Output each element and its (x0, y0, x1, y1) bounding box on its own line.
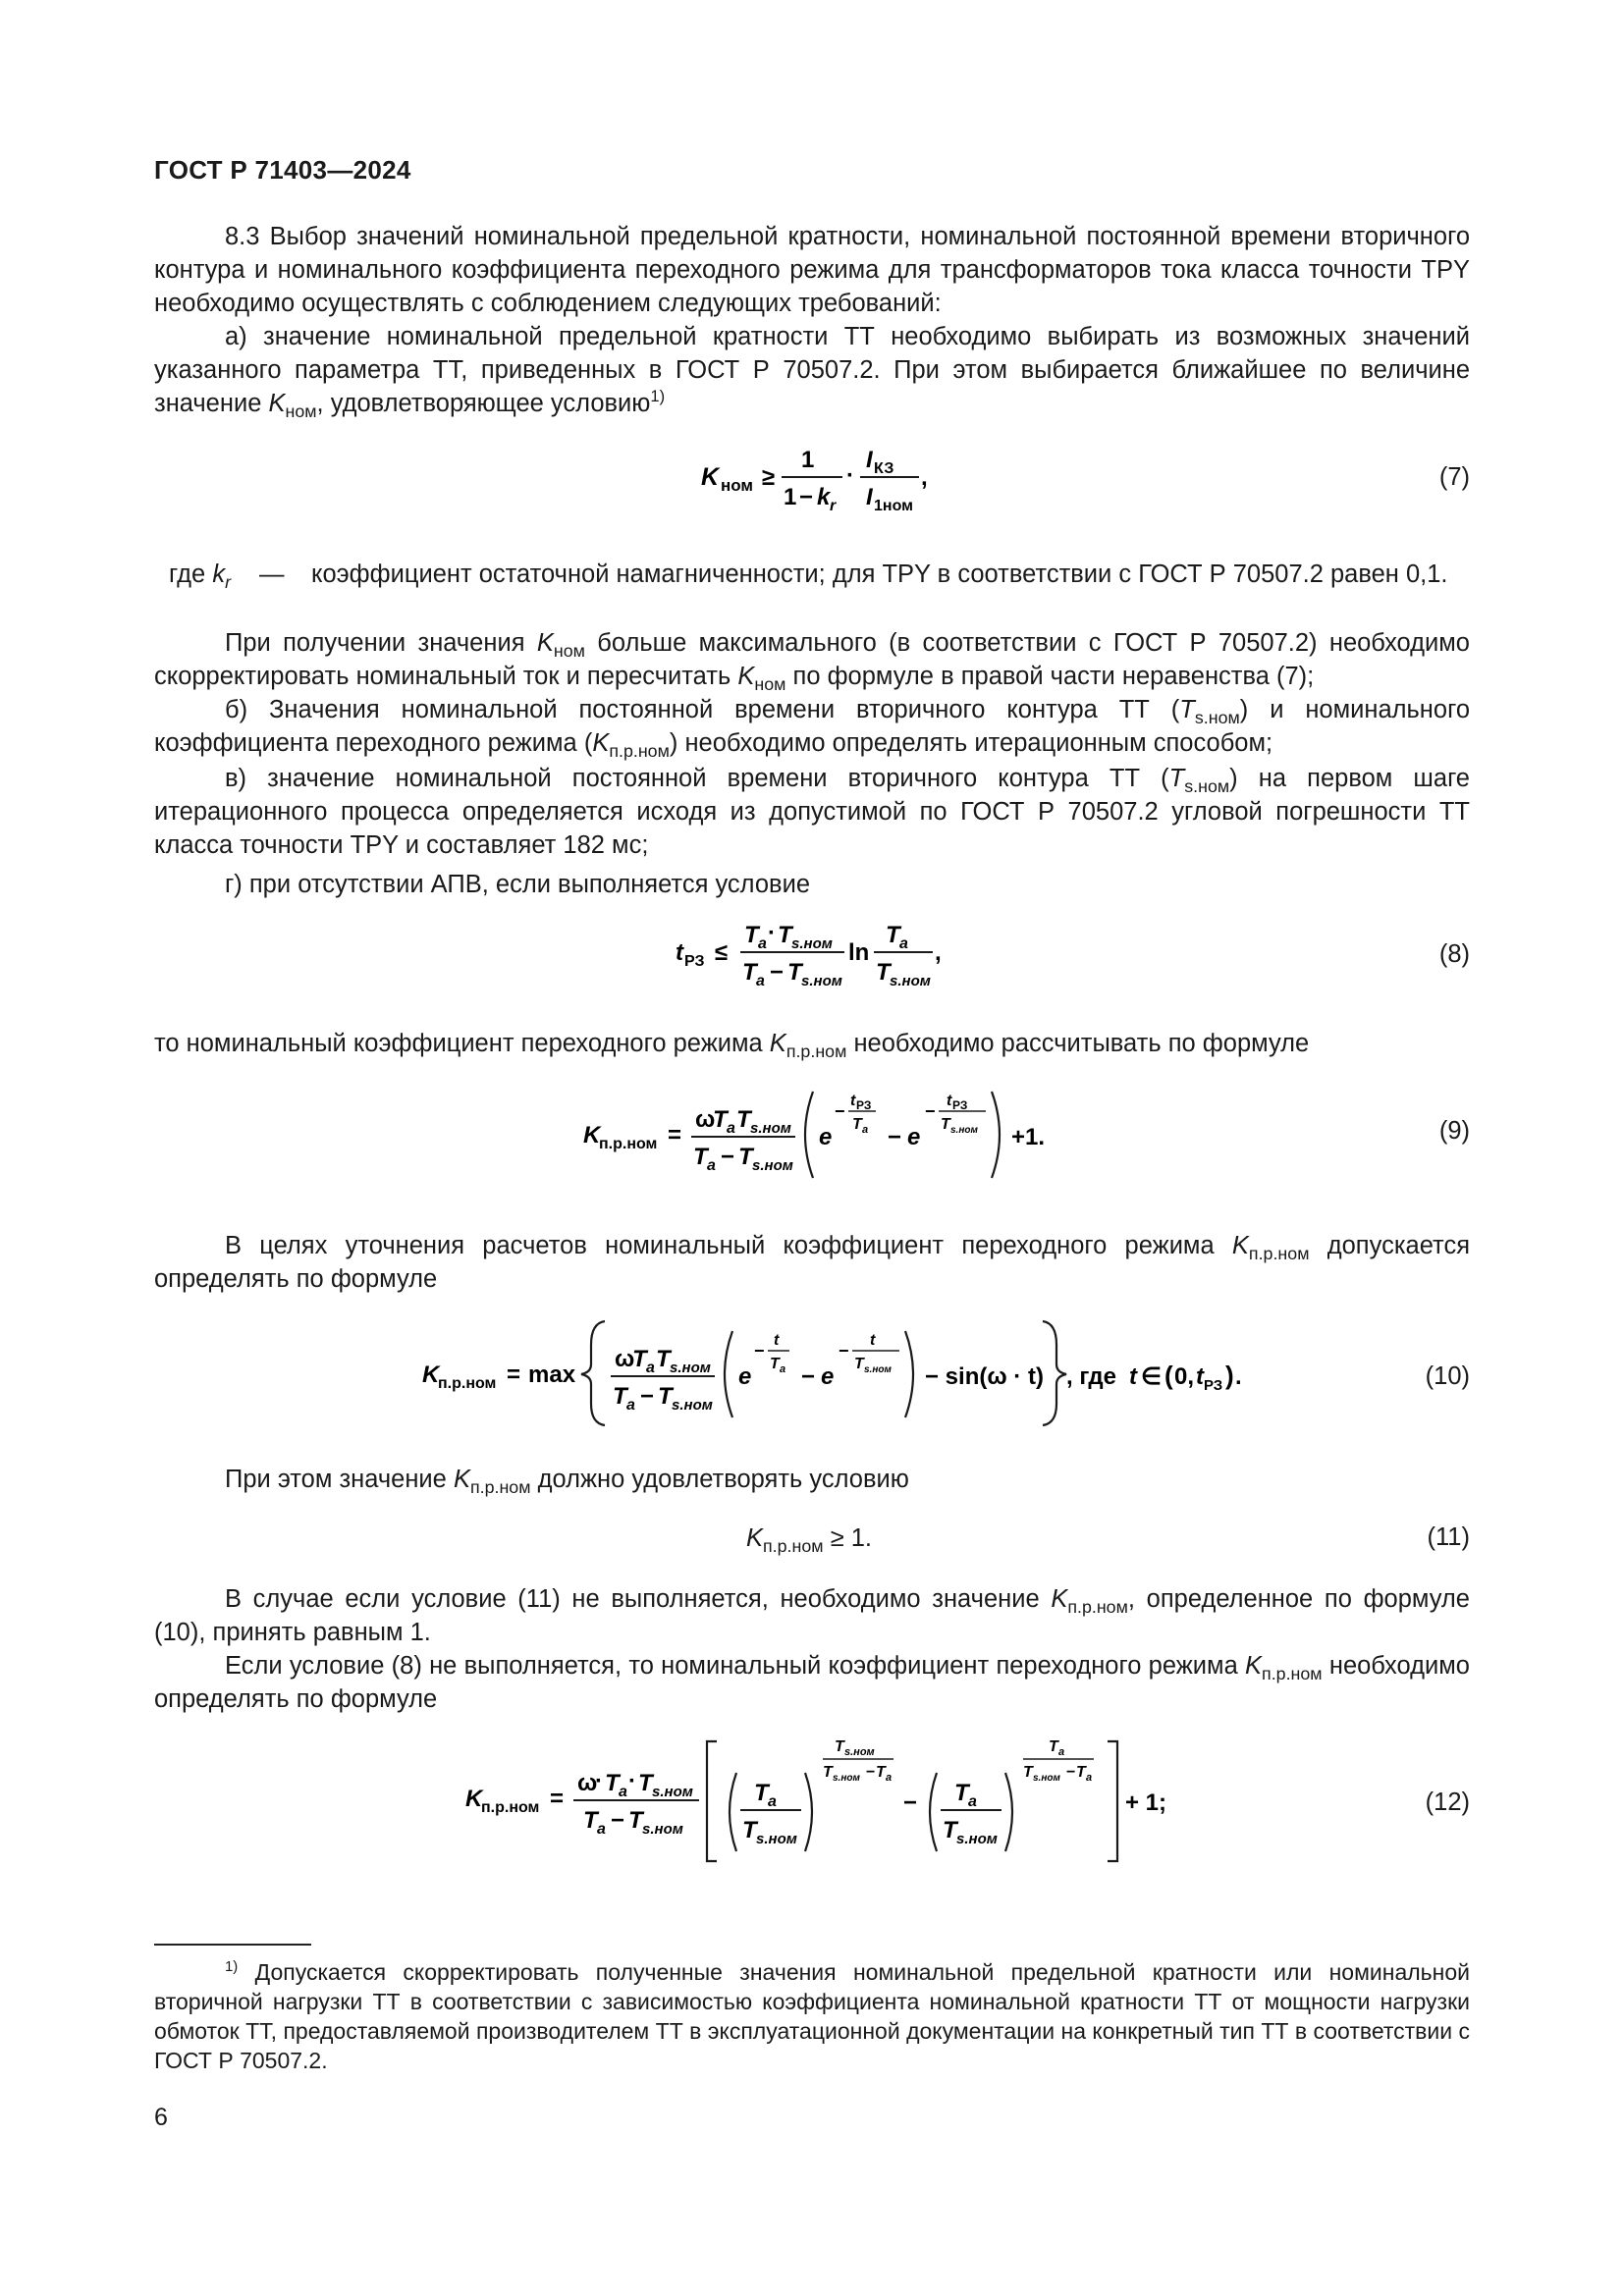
f9-e1: e (819, 1124, 833, 1150)
f12-p1-num-a: a (768, 1793, 777, 1810)
f9-exp2-Ts: T (941, 1116, 950, 1133)
f8-num-dot: · (768, 920, 776, 946)
eq-number-7: (7) (1438, 463, 1470, 491)
eq-number-8: (8) (1438, 940, 1470, 968)
formula-10 (418, 1313, 1243, 1431)
f9-omega: ω (695, 1106, 716, 1133)
f10-omega: ω (615, 1346, 635, 1372)
f12-exp2-den-minus: − (1066, 1764, 1076, 1781)
f10-zero: 0, (1174, 1363, 1195, 1390)
formula-12 (461, 1728, 1188, 1865)
f7-kz: КЗ (874, 460, 894, 477)
f7-den-r: r (830, 498, 837, 514)
f12-bracket-left (707, 1741, 717, 1861)
f7-I2: I (866, 484, 873, 510)
f8-comma: , (935, 939, 942, 966)
f9-K: K (583, 1122, 601, 1148)
f12-num-Ta: T (605, 1770, 620, 1796)
eq-number-10: (10) (1425, 1362, 1470, 1390)
f9-exp2-snom: s.ном (950, 1125, 978, 1136)
f10-den-minus: − (640, 1383, 655, 1410)
f8-den-snom: s.ном (801, 973, 842, 989)
formula-11: $K_{п.р.ном} \ge 1$. (746, 1524, 873, 1557)
paragraph-10-intro: В целях уточнения расчетов номинальный коэффициент переходного режима $K_{п.р.ном}$ допускается определять по формуле (154, 1232, 1471, 1293)
f12-exp2-den-T: T (1023, 1764, 1033, 1781)
f10-den-Ts: T (658, 1383, 673, 1410)
f10-minus: − (801, 1363, 816, 1390)
f10-exp2-t: t (870, 1332, 876, 1349)
f9-eq: = (668, 1122, 682, 1148)
f12-den-Ta: T (583, 1807, 598, 1834)
f12-exp2-num-a: a (1058, 1746, 1065, 1758)
where-term: где $k_r$ (169, 561, 232, 593)
f10-brace-right (1043, 1321, 1066, 1425)
f12-exp2-num-T: T (1049, 1738, 1058, 1755)
f10-exp1-a: a (780, 1363, 786, 1375)
f10-den-a: a (626, 1397, 635, 1414)
f12-paren1-right (805, 1773, 812, 1851)
f12-kp: п.р.ном (481, 1799, 540, 1816)
f9-den-minus: − (721, 1144, 735, 1170)
f9-exp2-rz: РЗ (952, 1098, 968, 1112)
f9-e2: e (907, 1124, 921, 1150)
f12-den-Ts: T (628, 1807, 643, 1834)
formula-7 (697, 440, 952, 518)
eq-number-12: (12) (1425, 1789, 1470, 1816)
f12-paren2-right (1005, 1773, 1012, 1851)
where-dash: — (259, 561, 285, 588)
f9-den-Ts: T (738, 1144, 753, 1170)
f10-paren-right (905, 1331, 913, 1417)
f7-K: K (701, 463, 720, 491)
f12-num-Ts: T (638, 1770, 653, 1796)
f9-kp: п.р.ном (599, 1136, 658, 1152)
f7-comma: , (921, 464, 928, 491)
f10-max: max (528, 1362, 576, 1388)
paragraph-12a: В случае если условие (11) не выполняется, необходимо значение $K_{п.р.ном}$, определенное по формуле (10), принять равным 1. (154, 1585, 1470, 1646)
f10-interval-open: ( (1164, 1361, 1173, 1390)
f12-p2-den-snom: s.ном (956, 1831, 998, 1847)
where-definition: коэффициент остаточной намагниченности; для TPY в соответствии с ГОСТ Р 70507.2 равен 0,1. (311, 561, 1448, 588)
f12-exp1-den-T: T (823, 1764, 833, 1781)
f10-num-Ta: T (632, 1346, 647, 1372)
f10-in: ∈ (1141, 1363, 1162, 1390)
f12-num-a: a (619, 1784, 627, 1800)
f10-exp2-snom: s.ном (864, 1364, 892, 1375)
f8-le: ≤ (715, 939, 729, 966)
paragraph-9-intro: то номинальный коэффициент переходного режима $K_{п.р.ном}$ необходимо рассчитывать по формуле (154, 1030, 1310, 1062)
f10-gde: , где (1066, 1363, 1116, 1390)
f10-num-Ts: T (656, 1346, 671, 1372)
f10-eq: = (507, 1362, 521, 1388)
f8-ln-num-a: a (899, 935, 908, 952)
f9-den-snom: s.ном (752, 1157, 793, 1174)
f8-ln-num-T: T (886, 922, 900, 948)
paragraph-12b: Если условие (8) не выполняется, то номинальный коэффициент переходного режима $K_{п.р.ном}$ необходимо определять по формуле (154, 1652, 1470, 1713)
f12-p2-num-a: a (968, 1793, 977, 1810)
f10-den-snom: s.ном (672, 1397, 713, 1414)
f12-den-minus: − (611, 1807, 625, 1834)
f9-exp1-minus: − (835, 1101, 845, 1121)
paragraph-11-intro: При этом значение $K_{п.р.ном}$ должно удовлетворять условию (225, 1466, 909, 1498)
f12-exp1-den-Ta: T (876, 1764, 886, 1781)
f9-paren-left (805, 1092, 813, 1178)
f9-exp1-Ta: T (852, 1116, 862, 1133)
f10-interval-close: ) (1225, 1361, 1234, 1390)
f12-den-snom: s.ном (642, 1821, 683, 1838)
f7-onenom: 1ном (874, 498, 913, 514)
f7-ge: ≥ (762, 464, 776, 491)
f9-exp1-a: a (862, 1124, 869, 1136)
f7-den-minus: − (799, 484, 814, 510)
f10-K: K (422, 1362, 440, 1388)
f12-bracket-right (1108, 1741, 1117, 1861)
f12-dot2: · (628, 1768, 636, 1794)
f12-exp2-den-Ta: T (1076, 1764, 1086, 1781)
f7-dot: · (846, 462, 854, 489)
paragraph-v: в) значение номинальной постоянной времени вторичного контура ТТ $(T_{s.ном})$ на первом шаге итерационного процесса определяется исходя из допустимой по ГОСТ Р 70507.2 угловой погрешности ТТ класса точности TPY и составляет 182 мс; (154, 765, 1470, 859)
f8-rz: РЗ (684, 953, 705, 970)
f12-K: K (465, 1786, 483, 1812)
f9-plus1: +1. (1011, 1124, 1046, 1150)
f9-exp1-rz: РЗ (856, 1098, 872, 1112)
f10-paren-left (725, 1331, 732, 1417)
f8-den-a: a (756, 973, 765, 989)
f9-exp1-t: t (850, 1093, 856, 1109)
f10-e2: e (821, 1363, 835, 1390)
f9-paren-right (992, 1092, 1000, 1178)
f10-exp1-Ta: T (770, 1356, 780, 1372)
f10-kp: п.р.ном (438, 1375, 497, 1392)
eq-number-11: (11) (1427, 1523, 1470, 1551)
f12-paren2-left (930, 1773, 937, 1851)
paragraph-b: б) Значения номинальной постоянной времени вторичного контура ТТ $(T_{s.ном})$ и номинального коэффициента переходного режима $(K_{п.р.ном})$ необходимо определять итерационным способом; (154, 696, 1470, 762)
footnote-rule (154, 1944, 311, 1946)
f10-brace-left (581, 1321, 605, 1425)
f9-num-snom: s.ном (750, 1120, 791, 1137)
f12-p2-num-T: T (954, 1780, 969, 1806)
f12-exp1-den-a: a (886, 1772, 893, 1784)
f12-p1-den-snom: s.ном (756, 1831, 797, 1847)
f8-den-Ta: T (742, 959, 757, 986)
f7-I: I (866, 447, 873, 473)
f7-num1: 1 (801, 447, 815, 473)
f12-num-snom: s.ном (652, 1784, 693, 1800)
f10-t: t (1129, 1363, 1137, 1390)
f12-exp1-num-snom: s.ном (844, 1746, 875, 1758)
f10-rz: РЗ (1204, 1377, 1223, 1394)
f10-exp2-Ts: T (854, 1356, 864, 1372)
f8-ln-den-T: T (876, 959, 891, 986)
f10-exp1-minus: − (754, 1341, 765, 1361)
footnote: $^{1)}$ Допускается скорректировать полученные значения номинальной предельной кратности или номинальной вторичной нагрузки ТТ в соответствии с зависимостью коэффициента номинальной кратности ТТ от мощности нагрузки обмоток ТТ, предоставляемой производителем ТТ в эксплуатационной документации на конкретный тип ТТ в соответствии с ГОСТ Р 70507.2. (154, 1958, 1470, 2073)
f7-nom: ном (721, 476, 754, 495)
f12-exp1-den-snom: s.ном (833, 1773, 860, 1784)
paragraph-8-3: 8.3 Выбор значений номинальной предельной кратности, номинальной постоянной времени вторичного контура и номинального коэффициента переходного режима для трансформаторов тока класса точности TPY необходимо осуществлять с соблюдением следующих требований: (154, 223, 1470, 317)
f8-den-minus: − (770, 959, 785, 986)
f10-exp1-t: t (774, 1332, 780, 1349)
f10-minus-sin: − sin(ω · t) (925, 1363, 1044, 1390)
f10-exp2-minus: − (839, 1341, 849, 1361)
f9-den-a: a (707, 1157, 716, 1174)
f12-exp1-num-T: T (835, 1738, 844, 1755)
f10-trz: t (1196, 1363, 1204, 1390)
f9-num-a: a (727, 1120, 735, 1137)
f12-p2-den-T: T (943, 1817, 957, 1843)
f8-t: t (676, 939, 683, 966)
f10-num-a: a (646, 1360, 655, 1376)
paragraph-max: При получении значения $K_{ном}$ больше максимального (в соответствии с ГОСТ Р 70507.2) необходимо скорректировать номинальный ток и пересчитать $K_{ном}$ по формуле в правой части неравенства (7); (154, 629, 1470, 695)
f12-eq: = (550, 1786, 565, 1812)
f9-minus: − (888, 1124, 902, 1150)
f12-den-a: a (597, 1821, 606, 1838)
paragraph-g: г) при отсутствии АПВ, если выполняется условие (225, 871, 811, 898)
f12-exp2-den-a: a (1086, 1772, 1093, 1784)
f8-num-snom: s.ном (791, 935, 833, 952)
f10-num-snom: s.ном (670, 1360, 711, 1376)
formula-8 (672, 915, 986, 993)
f12-exp2-den-snom: s.ном (1033, 1773, 1060, 1784)
f12-p1-num-T: T (754, 1780, 769, 1806)
f12-p1-den-T: T (742, 1817, 757, 1843)
f9-den-Ta: T (693, 1144, 708, 1170)
f12-exp1-den-minus: − (866, 1764, 876, 1781)
f9-exp2-minus: − (925, 1101, 936, 1121)
f9-exp2-t: t (947, 1093, 952, 1109)
f12-plus1: + 1; (1125, 1789, 1167, 1816)
f9-num-Ts: T (736, 1106, 751, 1133)
f10-dotend: . (1235, 1363, 1242, 1390)
paragraph-a: а) значение номинальной предельной кратности ТТ необходимо выбирать из возможных значений указанного параметра ТТ, приведенных в ГОСТ Р 70507.2. При этом выбирается ближайшее по величине значение $K_{ном}$, удовлетворяющее условию$^{1)}$ (154, 323, 1470, 422)
eq-number-9: (9) (1438, 1117, 1470, 1145)
f8-num-a: a (758, 935, 767, 952)
f8-den-Ts: T (787, 959, 802, 986)
page-header: ГОСТ Р 71403—2024 (154, 155, 411, 185)
f8-ln-den-snom: s.ном (890, 973, 931, 989)
page-number: 6 (154, 2104, 168, 2131)
f10-e1: e (738, 1363, 752, 1390)
f7-den-k: k (817, 484, 831, 510)
f12-minus: − (903, 1789, 918, 1816)
f8-num-Ta: T (744, 922, 759, 948)
f8-num-Ts: T (778, 922, 792, 948)
f8-ln: ln (848, 939, 870, 966)
f12-paren1-left (730, 1773, 736, 1851)
formula-9 (579, 1080, 1090, 1188)
f12-omega: ω (577, 1770, 598, 1796)
f10-den-Ta: T (613, 1383, 627, 1410)
f9-num-Ta: T (713, 1106, 728, 1133)
f12-dot1: · (595, 1768, 603, 1794)
f7-den-one: 1 (784, 484, 797, 510)
